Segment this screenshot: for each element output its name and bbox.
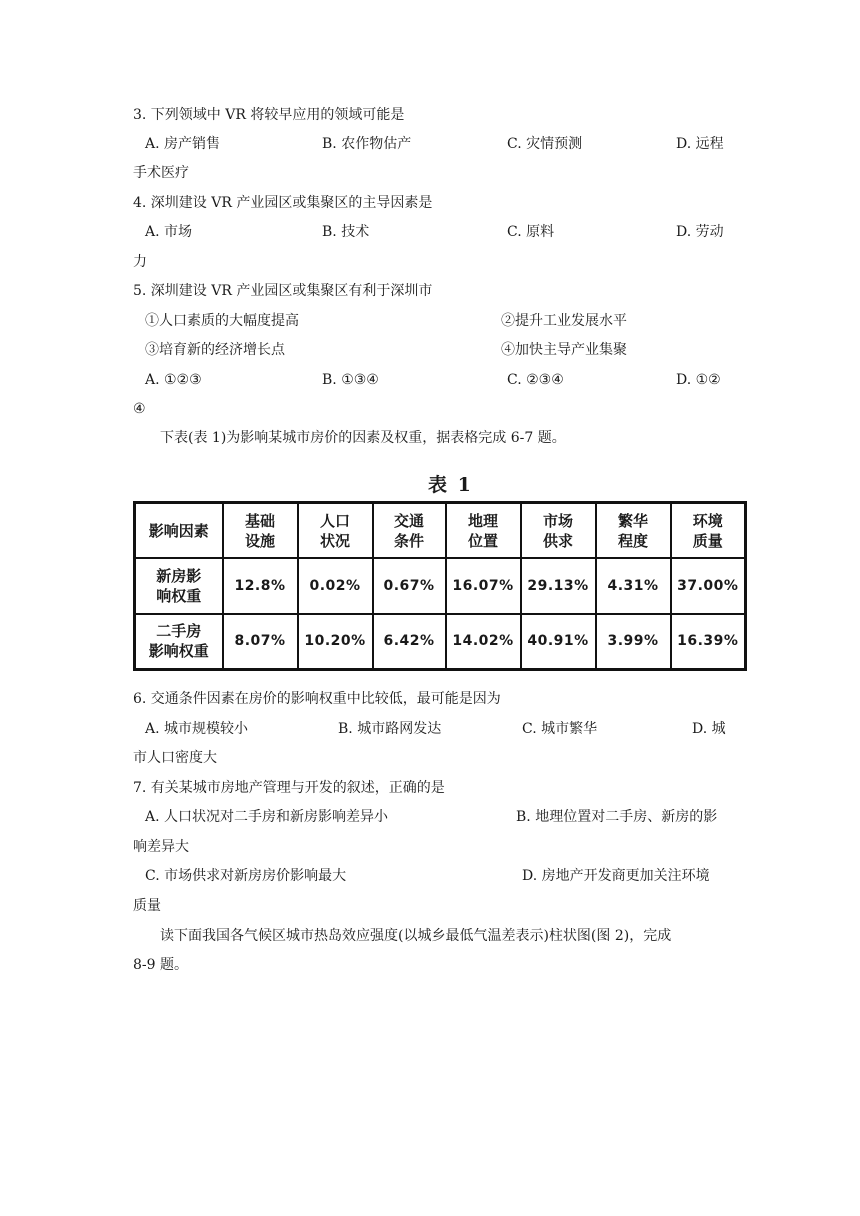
q6-option-a: A. 城市规模较小 (145, 721, 249, 737)
table-cell: 40.91% (521, 614, 596, 670)
q5-stem: 5. 深圳建设 VR 产业园区或集聚区有利于深圳市 (133, 283, 433, 299)
q5-statement-1: ①人口素质的大幅度提高 (145, 313, 299, 329)
q7-option-c: C. 市场供求对新房房价影响最大 (145, 868, 347, 884)
table-header-text: 程度 (617, 531, 648, 550)
intro-6-7: 下表(表 1)为影响某城市房价的因素及权重，据表格完成 6-7 题。 (160, 430, 566, 446)
table-header-text: 条件 (393, 531, 424, 550)
q6-option-d: D. 城 (692, 721, 726, 737)
table-caption: 表 1 (428, 474, 473, 496)
table-header-text: 设施 (244, 531, 275, 550)
table-row-label (135, 614, 223, 670)
table-header-cell (671, 503, 746, 559)
table-cell: 14.02% (446, 614, 521, 670)
table-cell: 3.99% (596, 614, 671, 670)
q6-option-c: C. 城市繁华 (522, 721, 598, 737)
q3-option-a: A. 房产销售 (145, 136, 221, 152)
q7-option-d-cont: 质量 (133, 898, 161, 914)
table-cell: 37.00% (671, 558, 746, 613)
q4-option-d: D. 劳动 (676, 224, 724, 240)
q5-statement-2: ②提升工业发展水平 (501, 313, 627, 329)
table-row-label-text: 新房影 (156, 566, 202, 585)
table-header-cell (223, 503, 298, 559)
table-header-cell (521, 503, 596, 559)
q5-option-a: A. ①②③ (145, 372, 202, 388)
q7-stem: 7. 有关某城市房地产管理与开发的叙述，正确的是 (133, 780, 445, 796)
table-header-text: 交通 (393, 511, 424, 530)
q7-option-d: D. 房地产开发商更加关注环境 (522, 868, 710, 884)
table-row-label-text: 二手房 (156, 622, 202, 641)
q4-option-a: A. 市场 (145, 224, 193, 240)
table-cell: 10.20% (298, 614, 373, 670)
q3-option-c: C. 灾情预测 (507, 136, 583, 152)
table-cell: 8.07% (223, 614, 298, 670)
table-header-text: 基础 (244, 511, 275, 530)
table-cell: 4.31% (596, 558, 671, 613)
q6-stem: 6. 交通条件因素在房价的影响权重中比较低，最可能是因为 (133, 691, 501, 707)
table-cell: 0.02% (298, 558, 373, 613)
table-header-cell (446, 503, 521, 559)
q7-option-b-cont: 响差异大 (133, 839, 189, 855)
table-header-cell (298, 503, 373, 559)
table-header-text: 状况 (319, 531, 350, 550)
q5-option-c: C. ②③④ (507, 372, 564, 388)
table-row-label (135, 558, 223, 613)
table-cell: 29.13% (521, 558, 596, 613)
q4-option-d-cont: 力 (133, 254, 147, 270)
table-header-text: 影响因素 (148, 521, 209, 540)
q6-option-d-cont: 市人口密度大 (133, 750, 217, 766)
q4-option-c: C. 原料 (507, 224, 555, 240)
q3-option-d: D. 远程 (676, 136, 724, 152)
table-header-text: 供求 (542, 531, 573, 550)
q4-option-b: B. 技术 (322, 224, 370, 240)
q7-option-b: B. 地理位置对二手房、新房的影 (516, 809, 718, 825)
table-row-label-text: 影响权重 (148, 642, 209, 661)
q5-statement-3: ③培育新的经济增长点 (145, 342, 285, 358)
q7-option-a: A. 人口状况对二手房和新房影响差异小 (145, 809, 389, 825)
q3-option-d-cont: 手术医疗 (133, 165, 189, 181)
q3-stem: 3. 下列领域中 VR 将较早应用的领域可能是 (133, 107, 405, 123)
table-header-cell (373, 503, 446, 559)
table-cell: 0.67% (373, 558, 446, 613)
table-header-text: 地理 (467, 511, 498, 530)
table-cell: 16.39% (671, 614, 746, 670)
q6-option-b: B. 城市路网发达 (338, 721, 442, 737)
table-header-text: 市场 (542, 511, 573, 530)
table-1 (133, 501, 744, 671)
intro-8-9-line2: 8-9 题。 (133, 957, 188, 973)
table-header-text: 位置 (467, 531, 498, 550)
q5-option-d: D. ①② (676, 372, 721, 388)
q5-statement-4: ④加快主导产业集聚 (501, 342, 627, 358)
q4-stem: 4. 深圳建设 VR 产业园区或集聚区的主导因素是 (133, 195, 433, 211)
table-cell: 6.42% (373, 614, 446, 670)
table-header-cell (596, 503, 671, 559)
table-header-text: 环境 (692, 511, 723, 530)
q5-option-b: B. ①③④ (322, 372, 379, 388)
intro-8-9-line1: 读下面我国各气候区城市热岛效应强度(以城乡最低气温差表示)柱状图(图 2)，完成 (160, 928, 672, 944)
table-header-text: 繁华 (617, 511, 648, 530)
table-cell: 16.07% (446, 558, 521, 613)
table-header-text: 质量 (692, 531, 723, 550)
q3-option-b: B. 农作物估产 (322, 136, 412, 152)
table-cell: 12.8% (223, 558, 298, 613)
q5-option-d-cont: ④ (133, 401, 146, 417)
table-header-factor (135, 503, 223, 559)
table-row-label-text: 响权重 (156, 586, 202, 605)
table-header-text: 人口 (319, 511, 350, 530)
